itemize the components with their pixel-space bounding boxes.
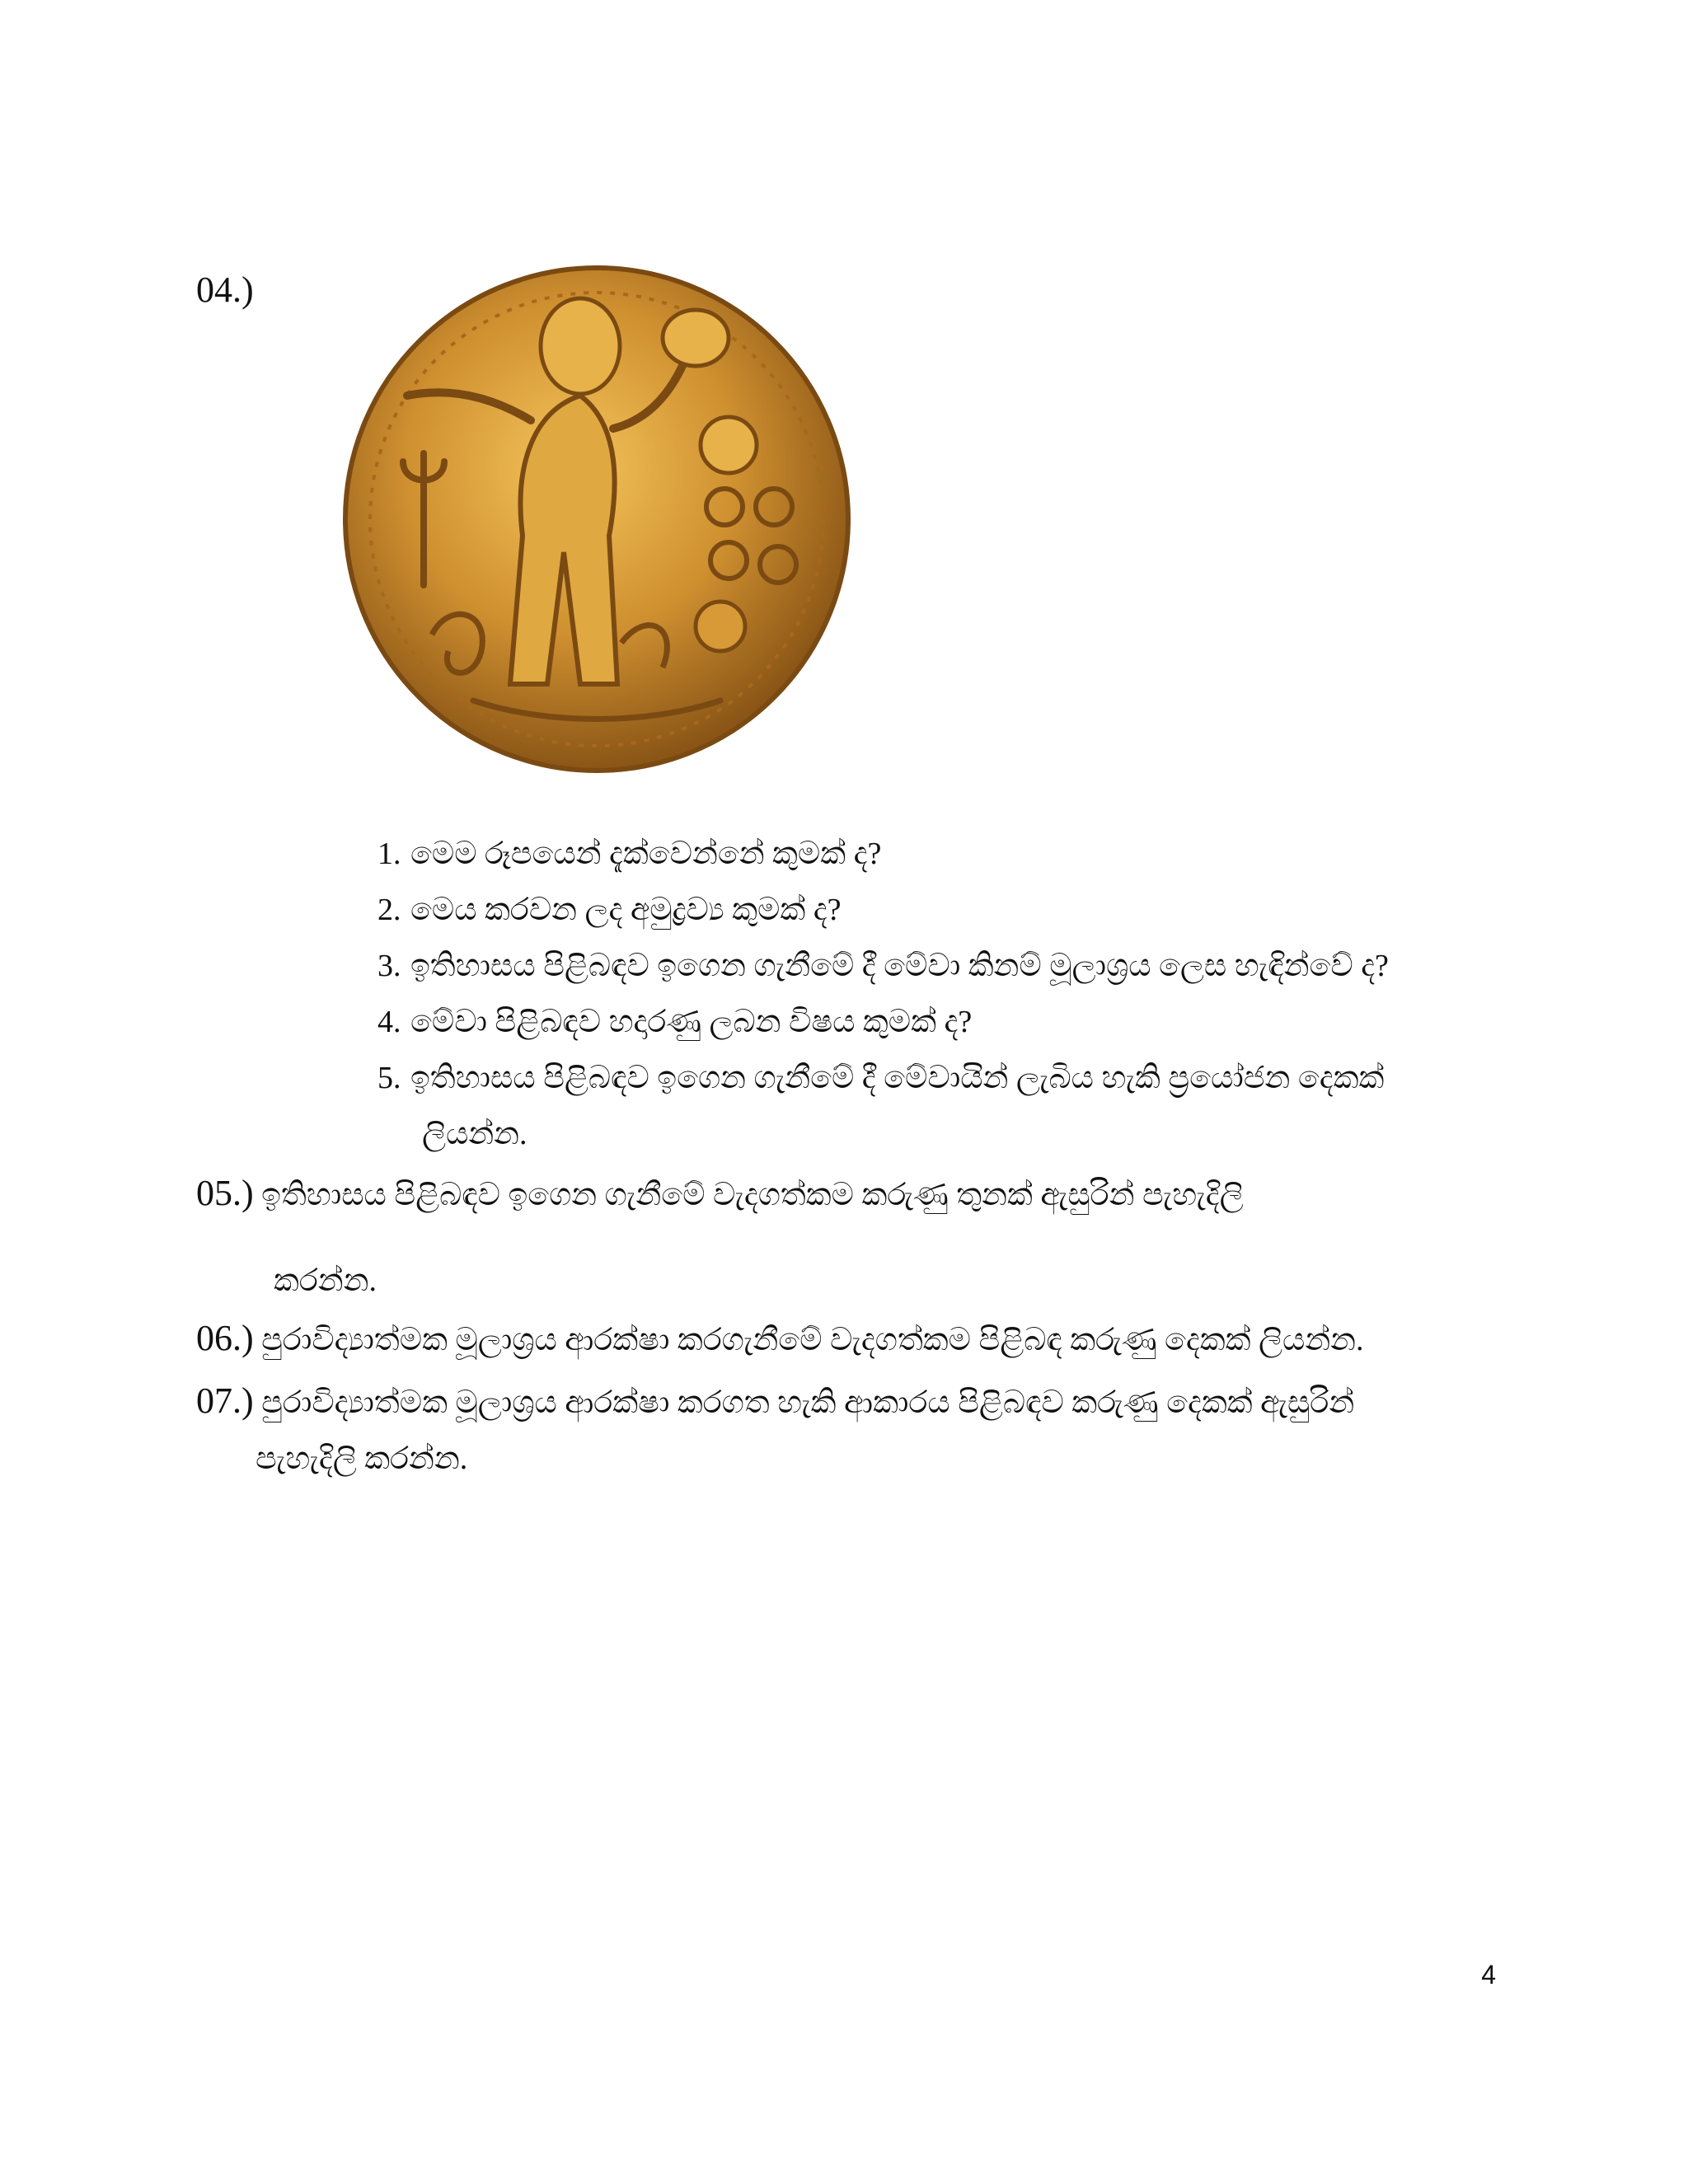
page-number: 4 [1481, 1960, 1496, 1990]
subquestion-text: ඉතිහාසය පිළිබඳව ඉගෙන ගැනීමේ දී මේවා කිනම් මූලාශ්‍රය ලෙස හැඳින්වේ ද? [410, 949, 1389, 983]
subquestion-number: 1. [377, 837, 401, 871]
subquestion-text: ඉතිහාසය පිළිබඳව ඉගෙන ගැනීමේ දී මේවායින් ලැබිය හැකි ප්‍රයෝජන දෙකක් [410, 1061, 1385, 1095]
subquestion-number: 5. [377, 1061, 401, 1095]
question-5-continuation: කරන්න. [274, 1263, 377, 1298]
gold-coin-image [333, 255, 860, 783]
subquestion-5-continuation: ලියන්න. [422, 1117, 528, 1151]
question-4-number: 04.) [196, 269, 254, 310]
subquestion-1 [377, 826, 1531, 882]
question-6-number: 06.) [196, 1318, 254, 1358]
subquestion-text: මේවා පිළිබඳව හදාරණු ලබන විෂය කුමක් ද? [410, 1005, 973, 1039]
question-4-subquestions [377, 826, 1531, 1162]
subquestion-text: මෙය කරවන ලද අමුද්‍රව්‍ය කුමක් ද? [410, 893, 842, 927]
question-7-continuation: පැහැදිලි කරන්න. [256, 1441, 468, 1476]
subquestion-number: 4. [377, 1005, 401, 1039]
subquestion-2 [377, 882, 1531, 938]
question-6 [196, 1307, 1364, 1371]
question-6-text: පුරාවිද්‍යාත්මක මූලාශ්‍රය ආරක්ෂා කරගැනීමේ වැදගත්කම පිළිබඳ කරුණු දෙකක් ලියන්න. [261, 1323, 1364, 1357]
question-7-text: පුරාවිද්‍යාත්මක මූලාශ්‍රය ආරක්ෂා කරගත හැකි ආකාරය පිළිබඳව කරුණු දෙකක් ඇසුරින් [261, 1385, 1355, 1420]
subquestion-4 [377, 994, 1531, 1050]
subquestion-number: 3. [377, 949, 401, 983]
question-5 [196, 1162, 1244, 1226]
question-5-number: 05.) [196, 1173, 254, 1213]
subquestion-number: 2. [377, 893, 401, 927]
subquestion-text: මෙම රූපයෙන් දැක්වෙන්නේ කුමක් ද? [410, 837, 882, 871]
question-7 [196, 1370, 1354, 1434]
subquestion-5 [377, 1050, 1531, 1106]
question-7-number: 07.) [196, 1380, 254, 1421]
subquestion-3 [377, 938, 1531, 994]
question-5-text: ඉතිහාසය පිළිබඳව ඉගෙන ගැනීමේ වැදගත්කම කරුණු තුනක් ඇසුරින් පැහැදිලි [261, 1178, 1244, 1212]
